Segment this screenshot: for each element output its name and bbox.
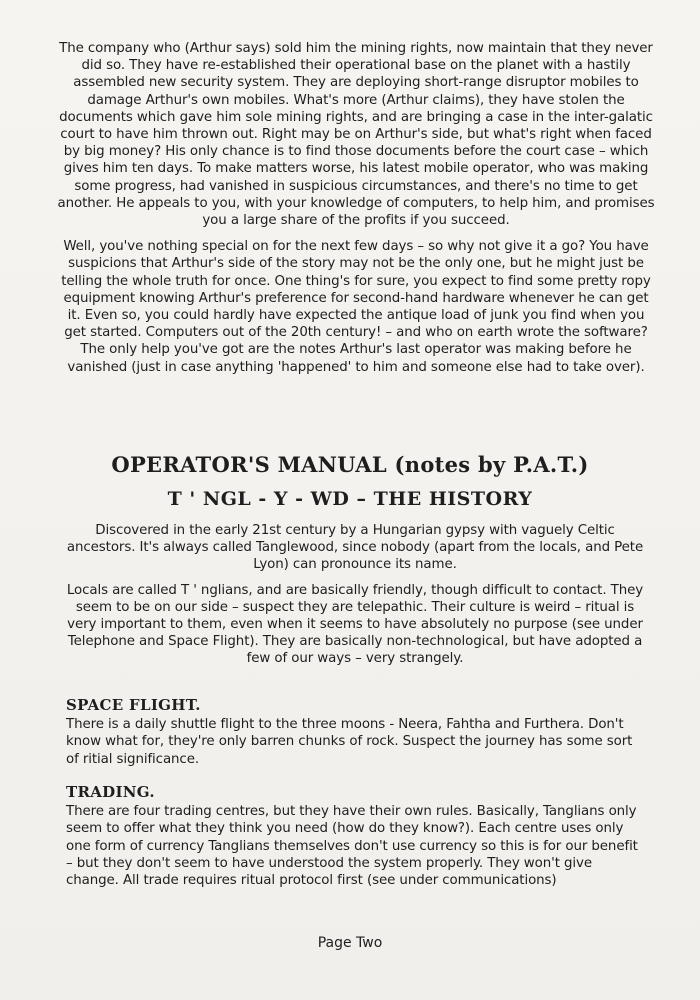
intro-text (56, 40, 656, 385)
manual-title: OPERATOR'S MANUAL (notes by P.A.T.) (111, 452, 589, 477)
page-number: Page Two (317, 935, 383, 951)
history-paragraph-1: Discovered in the early 21st century by a Hungarian gypsy with vaguely Celtic ancestors. It's always called Tanglewood, since nobody (apart from the locals, and Pete Lyon) can pronounce its name. (66, 523, 644, 573)
trading-section (66, 784, 646, 889)
history-section (60, 522, 650, 676)
history-title: T ' NGL - Y - WD – THE HISTORY (167, 488, 533, 510)
intro-paragraph-2: Well, you've nothing special on for the next few days – so why not give it a go? You have suspicions that Arthur's side of the story may not be the only one, but he might just be telling the whole truth for once. One thing's for sure, you expect to find some pretty ropy equipment knowing Arthur's preference for second-hand hardware whenever he can get it. Even so, you could hardly have expected the antique load of junk you find when you get started. Computers out of the 20th century! – and who on earth wrote the software? The only help you've got are the notes Arthur's last operator was making before he vanished (just in case anything 'happened' to him and someone else had to take over). (61, 239, 651, 375)
space-flight-text: There is a daily shuttle flight to the three moons - Neera, Fahtha and Furthera. Don't know what for, they're only barren chunks of rock. Suspect the journey has some sort of ritial significance. (66, 717, 633, 767)
trading-text: There are four trading centres, but they have their own rules. Basically, Tanglians only seem to offer what they think you need (how do they know?). Each centre uses only one form of currency Tanglians themselves don't use currency so this is for our benefit – but they don't seem to have understood the system properly. They won't give change. All trade requires ritual protocol first (see under communications) (66, 804, 638, 889)
history-paragraph-2: Locals are called T ' nglians, and are basically friendly, though difficult to contact. They seem to be on our side – suspect they are telepathic. Their culture is weird – ritual is very important to them, even when it seems to have absolutely no purpose (see under Telephone and Space Flight). They are basically non-technological, but have adopted a few of our ways – very strangely. (66, 582, 644, 667)
intro-paragraph-1: The company who (Arthur says) sold him the mining rights, now maintain that they never did so. They have re-established their operational base on the planet with a hastily assembled new security system. They are deploying short-range disruptor mobiles to damage Arthur's own mobiles. What's more (Arthur claims), they have stolen the documents which gave him sole mining rights, and are bringing a case in the inter-galatic court to have him thrown out. Right may be on Arthur's side, but what's right when faced by big money? His only chance is to find those documents before the court case – which gives him ten days. To make matters worse, his latest mobile operator, who was making some progress, had vanished in suspicious circumstances, and there's no time to get another. He appeals to you, with your knowledge of computers, to help him, and promises you a large share of the profits if you succeed. (57, 41, 655, 229)
space-flight-section (66, 697, 646, 768)
space-flight-heading: SPACE FLIGHT. (66, 696, 201, 714)
trading-heading: TRADING. (66, 783, 155, 801)
